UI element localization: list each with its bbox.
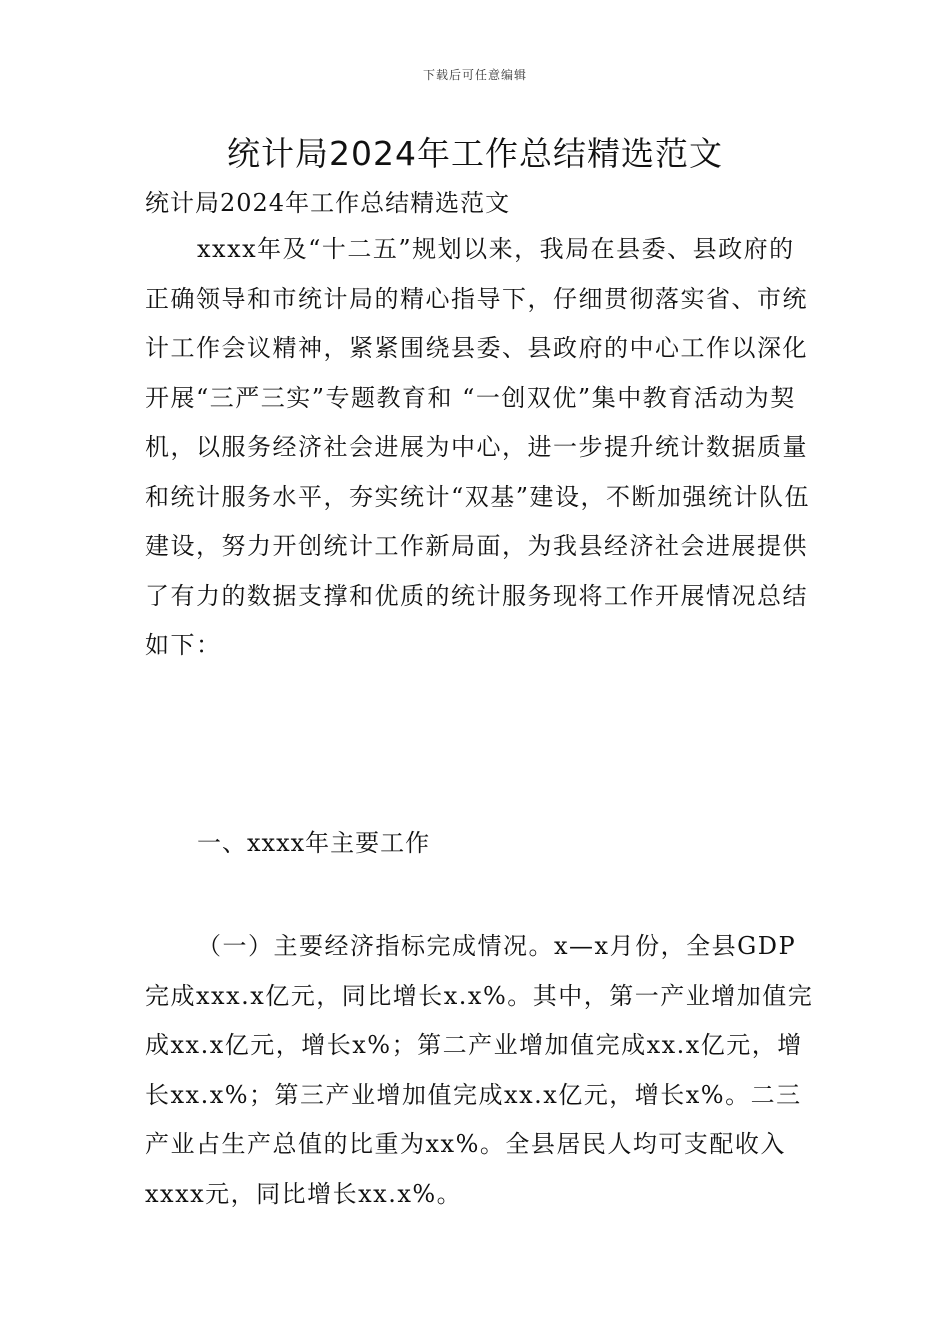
intro-paragraph: xxxx年及“十二五”规划以来，我局在县委、县政府的正确领导和市统计局的精心指导下，仔细贯彻落实省、市统计工作会议精神，紧紧围绕县委、县政府的中心工作以深化开展“三严三实”专题教育和 “一创双优”集中教育活动为契机，以服务经济社会进展为中心，进一步提升统计数据质量和统计服务水平，夯实统计“双基”建设，不断加强统计队伍建设，努力开创统计工作新局面，为我县经济社会进展提供了有力的数据支撑和优质的统计服务现将工作开展情况总结如下： bbox=[145, 235, 811, 659]
document-title: 统计局2024年工作总结精选范文 bbox=[227, 134, 723, 173]
document-subtitle: 统计局2024年工作总结精选范文 bbox=[145, 189, 511, 217]
section-paragraph: （一）主要经济指标完成情况。x—x月份，全县GDP完成xxx.x亿元，同比增长x.x%。其中，第一产业增加值完成xx.x亿元，增长x%；第二产业增加值完成xx.x亿元，增长xx.x%；第三产业增加值完成xx.x亿元，增长x%。二三产业占生产总值的比重为xx%。全县居民人均可支配收入xxxx元，同比增长xx.x%。 bbox=[145, 932, 814, 1208]
header-note: 下载后可任意编辑 bbox=[422, 68, 527, 82]
section-heading: 一、xxxx年主要工作 bbox=[197, 829, 431, 857]
